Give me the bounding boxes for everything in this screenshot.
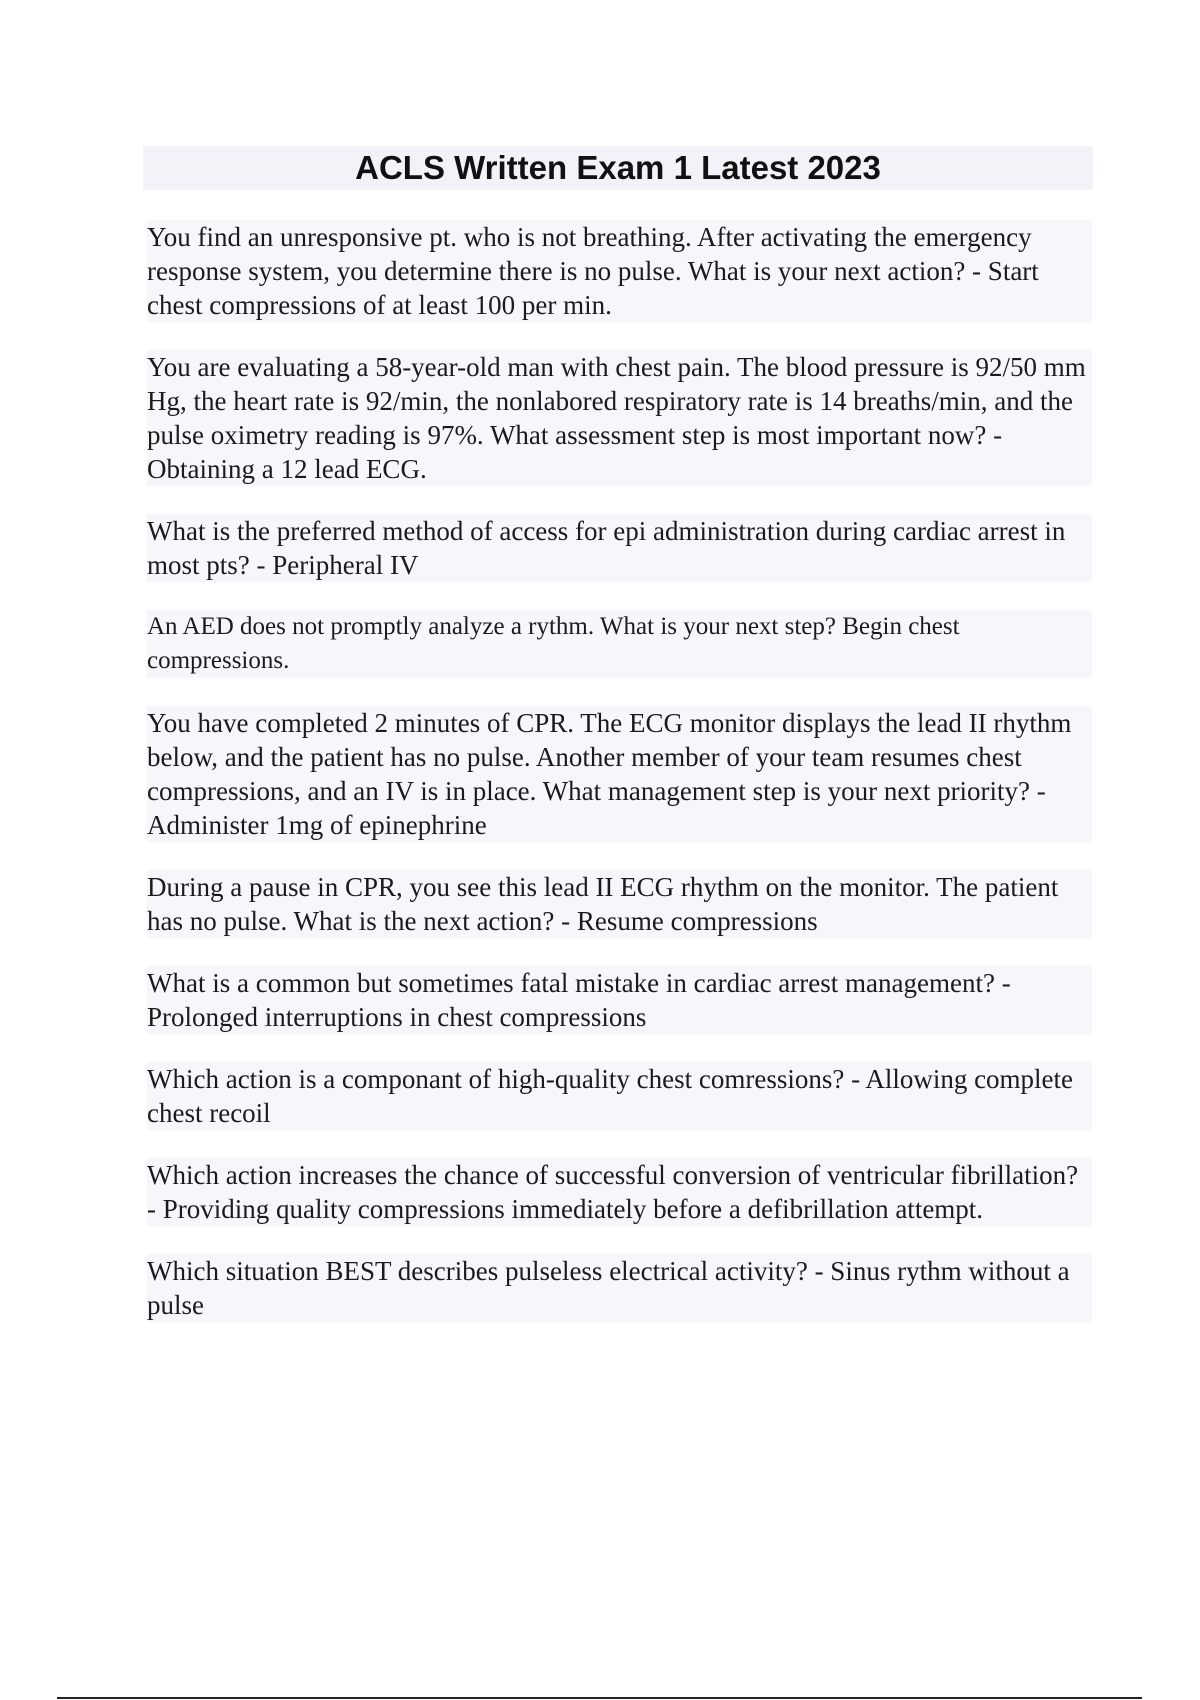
question-item-3: What is the preferred method of access for epi administration during cardiac arrest in most pts? - Peripheral IV [147,514,1092,582]
question-item-1: You find an unresponsive pt. who is not breathing. After activating the emergency response system, you determine there is no pulse. What is your next action? - Start chest compressions of at least 100 per min. [147,220,1092,322]
question-item-6: During a pause in CPR, you see this lead II ECG rhythm on the monitor. The patient has no pulse. What is the next action? - Resume compressions [147,870,1092,938]
document-title: ACLS Written Exam 1 Latest 2023 [355,149,881,186]
question-item-4: An AED does not promptly analyze a rythm. What is your next step? Begin chest compressions. [147,610,1092,678]
question-item-2: You are evaluating a 58-year-old man with chest pain. The blood pressure is 92/50 mm Hg, the heart rate is 92/min, the nonlabored respiratory rate is 14 breaths/min, and the pulse oximetry reading is 97%. What assessment step is most important now? - Obtaining a 12 lead ECG. [147,350,1092,486]
question-item-9: Which action increases the chance of successful conversion of ventricular fibrillation? - Providing quality compressions immediately before a defibrillation attempt. [147,1158,1092,1226]
question-item-5: You have completed 2 minutes of CPR. The ECG monitor displays the lead II rhythm below, and the patient has no pulse. Another member of your team resumes chest compressions, and an IV is in place. What management step is your next priority? - Administer 1mg of epinephrine [147,706,1092,842]
question-item-7: What is a common but sometimes fatal mistake in cardiac arrest management? - Prolonged interruptions in chest compressions [147,966,1092,1034]
question-item-10: Which situation BEST describes pulseless electrical activity? - Sinus rythm without a pulse [147,1254,1092,1322]
question-list [147,220,1092,1322]
question-item-8: Which action is a componant of high-quality chest comressions? - Allowing complete chest recoil [147,1062,1092,1130]
footer-rule [57,1697,1142,1699]
